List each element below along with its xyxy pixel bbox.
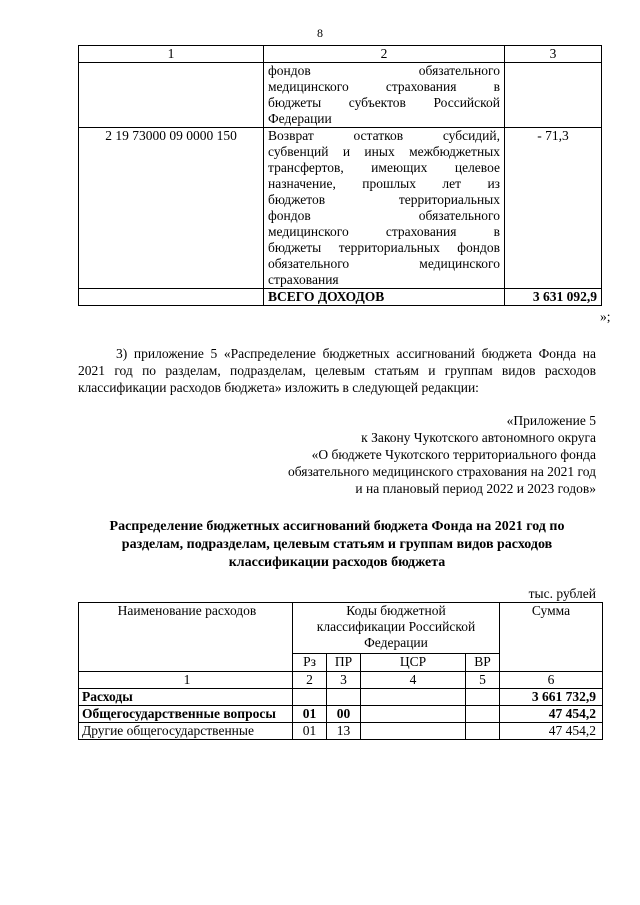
name-line: субвенций и иных межбюджетных xyxy=(268,144,500,159)
code-cell: 2 19 73000 09 0000 150 xyxy=(79,128,264,289)
column-number: 3 xyxy=(327,672,361,689)
section-heading: Распределение бюджетных ассигнований бюджета Фонда на 2021 год по разделам, подразделам, целевым статьям и группам видов расходов классификации расходов бюджета xyxy=(109,519,565,570)
name-line: бюджетов территориальных xyxy=(268,192,500,207)
row-vr xyxy=(466,706,500,723)
header-name: Наименование расходов xyxy=(79,603,293,672)
appendix-line: «О бюджете Чукотского территориального фонда xyxy=(311,447,596,462)
table-header-row xyxy=(79,46,602,63)
table-row xyxy=(79,63,602,128)
header-pr: ПР xyxy=(327,654,361,672)
name-line: медицинского страхования в xyxy=(268,79,500,94)
row-name: Общегосударственные вопросы xyxy=(79,706,293,723)
row-csr xyxy=(361,689,466,706)
appendix-line: к Закону Чукотского автономного округа xyxy=(361,430,596,445)
code-cell xyxy=(79,289,264,306)
row-rz: 01 xyxy=(293,706,327,723)
total-label: ВСЕГО ДОХОДОВ xyxy=(264,289,505,306)
name-line: Федерации xyxy=(268,111,332,126)
name-line: Возврат остатков субсидий, xyxy=(268,128,500,143)
header-cell: 1 xyxy=(79,46,264,63)
value-cell xyxy=(505,63,602,128)
header-sum: Сумма xyxy=(500,603,603,672)
appendix-line: «Приложение 5 xyxy=(506,413,596,428)
name-line: бюджеты территориальных фондов xyxy=(268,240,500,255)
total-suffix: »; xyxy=(600,309,611,324)
row-sum: 3 661 732,9 xyxy=(500,689,603,706)
row-name: Другие общегосударственные xyxy=(79,723,293,740)
header-cell: 3 xyxy=(505,46,602,63)
name-line: трансфертов, имеющих целевое xyxy=(268,160,500,175)
table-row xyxy=(79,723,603,740)
row-sum: 47 454,2 xyxy=(500,723,603,740)
total-row xyxy=(79,289,602,306)
name-line: фондов обязательного xyxy=(268,63,500,78)
code-cell xyxy=(79,63,264,128)
row-sum: 47 454,2 xyxy=(500,706,603,723)
name-cell xyxy=(264,63,505,128)
column-number: 6 xyxy=(500,672,603,689)
name-line: обязательного медицинского xyxy=(268,256,500,271)
row-vr xyxy=(466,689,500,706)
row-csr xyxy=(361,706,466,723)
column-number-row xyxy=(79,672,603,689)
row-pr: 00 xyxy=(327,706,361,723)
column-number: 2 xyxy=(293,672,327,689)
name-line: назначение, прошлых лет из xyxy=(268,176,500,191)
table-row xyxy=(79,706,603,723)
row-name: Расходы xyxy=(79,689,293,706)
row-pr xyxy=(327,689,361,706)
table-row xyxy=(79,128,602,289)
row-csr xyxy=(361,723,466,740)
total-value: 3 631 092,9 xyxy=(505,289,602,306)
name-line: фондов обязательного xyxy=(268,208,500,223)
column-number: 1 xyxy=(79,672,293,689)
revenue-table xyxy=(78,45,602,306)
header-csr: ЦСР xyxy=(361,654,466,672)
appendix-caption xyxy=(288,412,596,497)
table-row xyxy=(79,689,603,706)
row-rz xyxy=(293,689,327,706)
name-cell xyxy=(264,128,505,289)
row-rz: 01 xyxy=(293,723,327,740)
units-label: тыс. рублей xyxy=(528,586,596,601)
name-line: бюджеты субъектов Российской xyxy=(268,95,500,110)
header-cell: 2 xyxy=(264,46,505,63)
column-number: 5 xyxy=(466,672,500,689)
expenditure-table xyxy=(78,602,603,740)
amendment-paragraph: 3) приложение 5 «Распределение бюджетных ассигнований бюджета Фонда на 2021 год по разделам, подразделам, целевым статьям и группам видов расходов классификации расходов бюджета» изложить в следующей редакции: xyxy=(78,346,596,395)
row-pr: 13 xyxy=(327,723,361,740)
row-vr xyxy=(466,723,500,740)
appendix-line: и на плановый период 2022 и 2023 годов» xyxy=(355,481,596,496)
name-line: страхования xyxy=(268,272,339,287)
header-vr: ВР xyxy=(466,654,500,672)
name-line: медицинского страхования в xyxy=(268,224,500,239)
header-codes: Коды бюджетной классификации Российской Федерации xyxy=(293,603,500,654)
appendix-line: обязательного медицинского страхования на 2021 год xyxy=(287,464,596,479)
header-rz: Рз xyxy=(293,654,327,672)
column-number: 4 xyxy=(361,672,466,689)
value-cell: - 71,3 xyxy=(505,128,602,289)
table-header-row xyxy=(79,603,603,654)
page-number: 8 xyxy=(317,26,323,40)
